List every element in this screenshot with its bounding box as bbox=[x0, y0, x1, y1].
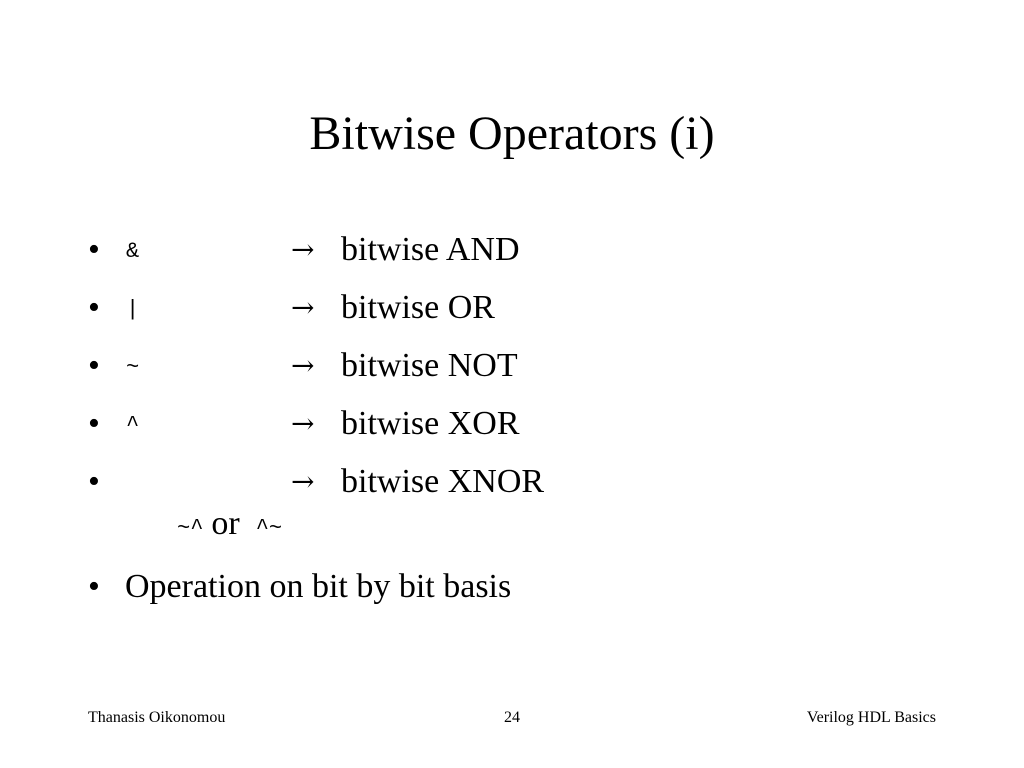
bullet: • bbox=[88, 405, 100, 442]
operator-row-xor bbox=[0, 404, 1024, 444]
operator-description: bitwise XOR bbox=[341, 405, 520, 442]
basis-bullet-row bbox=[0, 566, 1024, 608]
operator-symbol: ^~ bbox=[255, 516, 283, 541]
operator-symbol: | bbox=[126, 297, 140, 322]
bullet: • bbox=[88, 347, 100, 384]
bullet: • bbox=[88, 231, 100, 268]
slide-title: Bitwise Operators (i) bbox=[309, 107, 715, 160]
operator-row-or bbox=[0, 288, 1024, 328]
arrow-icon: → bbox=[291, 233, 315, 266]
operator-row-xnor bbox=[0, 462, 1024, 542]
basis-text: Operation on bit by bit basis bbox=[125, 568, 512, 605]
arrow-icon: → bbox=[291, 407, 315, 440]
bullet: • bbox=[88, 463, 100, 500]
operator-row-not bbox=[0, 346, 1024, 386]
arrow-icon: → bbox=[291, 465, 315, 498]
operator-symbol: & bbox=[126, 239, 140, 264]
operator-symbol: ~^ bbox=[177, 516, 204, 541]
operator-description: bitwise XNOR bbox=[341, 463, 545, 500]
operator-description: bitwise NOT bbox=[341, 347, 518, 384]
arrow-icon: → bbox=[291, 291, 315, 324]
footer-topic: Verilog HDL Basics bbox=[806, 709, 936, 726]
operator-symbol: ^ bbox=[126, 413, 140, 438]
operator-row-and bbox=[0, 230, 1024, 270]
arrow-icon: → bbox=[291, 349, 315, 382]
operator-description: bitwise OR bbox=[341, 289, 495, 326]
operator-description: bitwise AND bbox=[341, 231, 520, 268]
operator-symbol: ~ bbox=[126, 355, 140, 380]
bullet: • bbox=[88, 289, 100, 326]
footer-page-number: 24 bbox=[504, 709, 520, 726]
footer-author: Thanasis Oikonomou bbox=[88, 709, 226, 726]
bullet: • bbox=[88, 568, 100, 605]
operator-connector: or bbox=[211, 505, 240, 542]
